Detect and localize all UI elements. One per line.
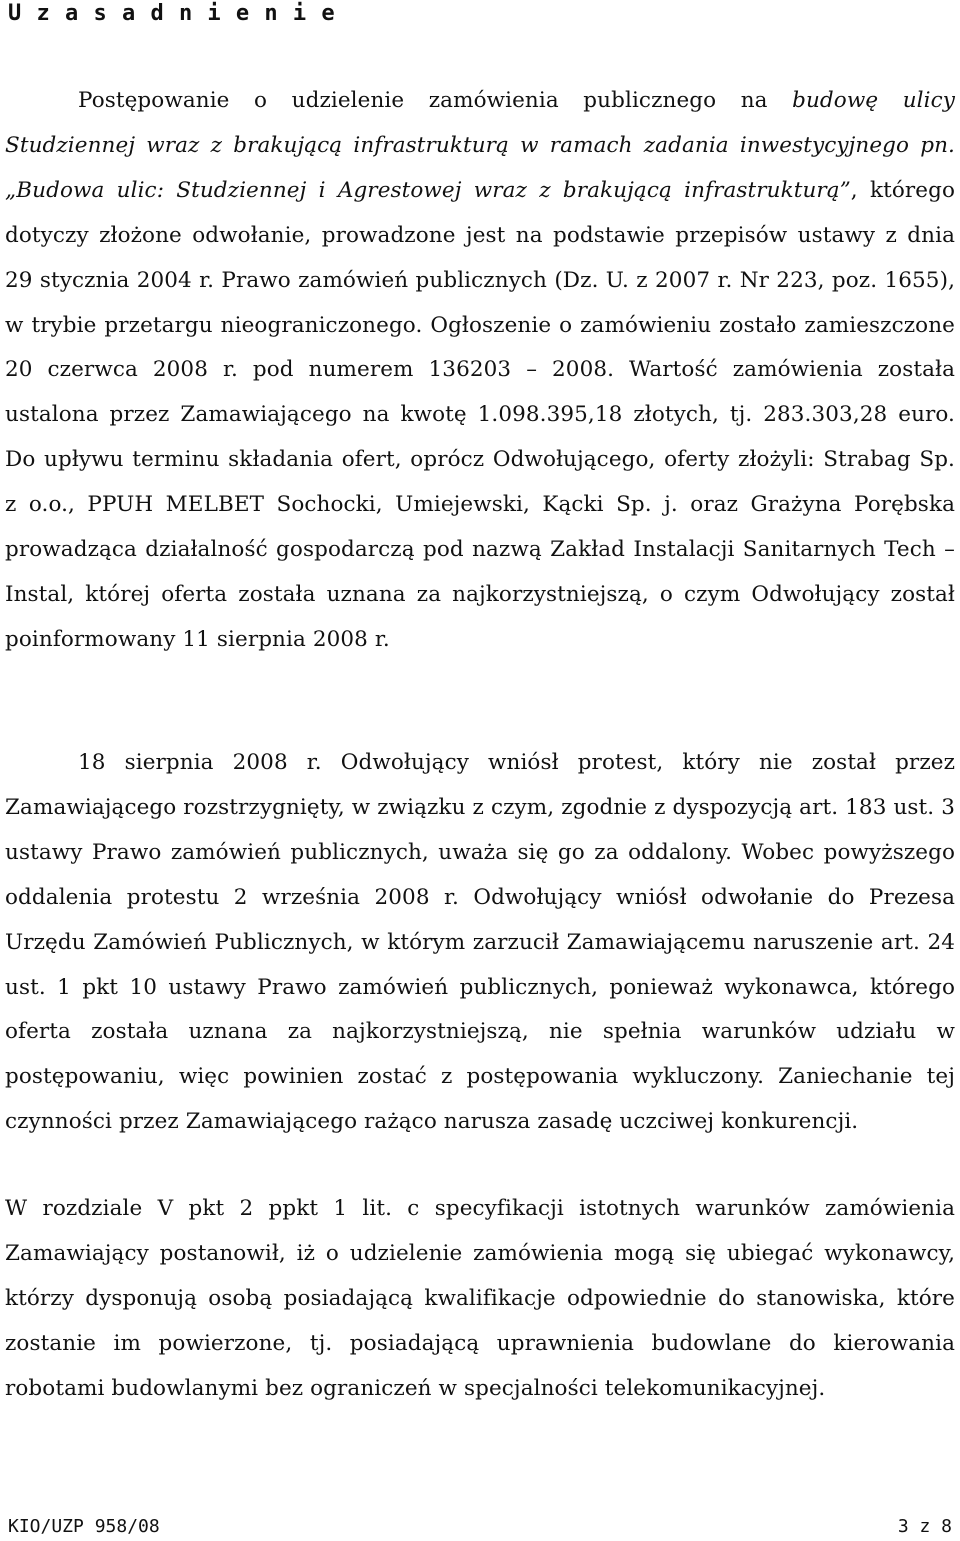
page-footer (8, 1516, 952, 1538)
paragraph-specification (5, 1187, 955, 1412)
paragraph-text: Postępowanie o udzielenie zamówienia publicznego na (78, 88, 793, 113)
paragraph-protest (5, 741, 955, 1145)
section-heading: U z a s a d n i e n i e (8, 1, 336, 26)
paragraph-text: W rozdziale V pkt 2 ppkt 1 lit. c specyfikacji istotnych warunków zamówienia Zamawiający postanowił, iż o udzielenie zamówienia mogą się ubiegać wykonawcy, którzy dysponują osobą posiadającą kwalifikacje odpowiednie do stanowiska, które zostanie im powierzone, tj. posiadającą uprawnienia budowlane do kierowania robotami budowlanymi bez ograniczeń w specjalności telekomunikacyjnej. (5, 1196, 955, 1401)
paragraph-proceedings (5, 79, 955, 663)
case-number: KIO/UZP 958/08 (8, 1516, 160, 1537)
paragraph-text: 18 sierpnia 2008 r. Odwołujący wniósł protest, który nie został przez Zamawiającego rozstrzygnięty, w związku z czym, zgodnie z dyspozycją art. 183 ust. 3 ustawy Prawo zamówień publicznych, uważa się go za oddalony. Wobec powyższego oddalenia protestu 2 września 2008 r. Odwołujący wniósł odwołanie do Prezesa Urzędu Zamówień Publicznych, w którym zarzucił Zamawiającemu naruszenie art. 24 ust. 1 pkt 10 ustawy Prawo zamówień publicznych, ponieważ wykonawca, którego oferta została uznana za najkorzystniejszą, nie spełnia warunków udziału w postępowaniu, więc powinien zostać z postępowania wykluczony. Zaniechanie tej czynności przez Zamawiającego rażąco narusza zasadę uczciwej konkurencji. (5, 750, 955, 1135)
contract-subject-italic: budowę ulicy Studziennej wraz z brakującą infrastrukturą w ramach zadania inwestycyjnego pn. „Budowa ulic: Studziennej i Agrestowej wraz z brakującą infrastrukturą” (5, 88, 955, 203)
page-number: 3 z 8 (897, 1516, 952, 1537)
paragraph-text: , którego dotyczy złożone odwołanie, prowadzone jest na podstawie przepisów ustawy z dnia 29 stycznia 2004 r. Prawo zamówień publicznych (Dz. U. z 2007 r. Nr 223, poz. 1655), w trybie przetargu nieograniczonego. Ogłoszenie o zamówieniu zostało zamieszczone 20 czerwca 2008 r. pod numerem 136203 – 2008. Wartość zamówienia została ustalona przez Zamawiającego na kwotę 1.098.395,18 złotych, tj. 283.303,28 euro. Do upływu terminu składania ofert, oprócz Odwołującego, oferty złożyli: Strabag Sp. z o.o., PPUH MELBET Sochocki, Umiejewski, Kącki Sp. j. oraz Grażyna Porębska prowadząca działalność gospodarczą pod nazwą Zakład Instalacji Sanitarnych Tech – Instal, której oferta została uznana za najkorzystniejszą, o czym Odwołujący został poinformowany 11 sierpnia 2008 r. (5, 177, 955, 652)
